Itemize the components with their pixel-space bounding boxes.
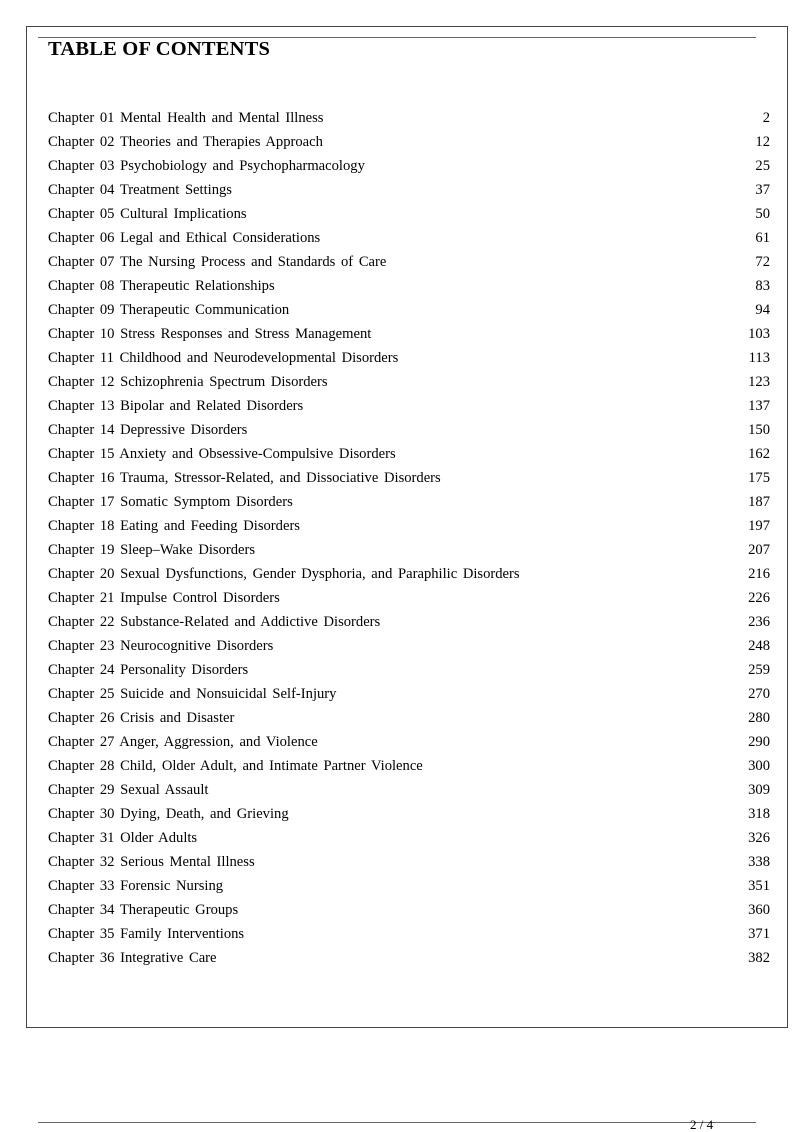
toc-entry bbox=[48, 154, 770, 178]
toc-page-number: 280 bbox=[748, 710, 770, 726]
toc-entry-label bbox=[48, 250, 386, 274]
toc-entry bbox=[48, 730, 770, 754]
toc-chapter-number: Chapter 16 bbox=[48, 470, 115, 486]
toc-entry-label bbox=[48, 418, 247, 442]
toc-entry-label bbox=[48, 106, 323, 130]
toc-entry bbox=[48, 946, 770, 970]
toc-page-number: 162 bbox=[748, 446, 770, 462]
toc-entry bbox=[48, 466, 770, 490]
toc-entry-label bbox=[48, 850, 255, 874]
toc-page-number: 187 bbox=[748, 494, 770, 510]
toc-entry-label bbox=[48, 514, 300, 538]
toc-entry bbox=[48, 226, 770, 250]
toc-page-number: 150 bbox=[748, 422, 770, 438]
toc-chapter-number: Chapter 12 bbox=[48, 374, 115, 390]
toc-entry bbox=[48, 514, 770, 538]
toc-chapter-number: Chapter 09 bbox=[48, 302, 115, 318]
toc-entry-label bbox=[48, 562, 520, 586]
toc-chapter-number: Chapter 01 bbox=[48, 110, 115, 126]
toc-entry bbox=[48, 202, 770, 226]
toc-entry bbox=[48, 370, 770, 394]
toc-entry bbox=[48, 274, 770, 298]
toc-chapter-number: Chapter 03 bbox=[48, 158, 115, 174]
toc-chapter-title: Anger, Aggression, and Violence bbox=[119, 734, 318, 750]
toc-chapter-title: Older Adults bbox=[120, 830, 198, 846]
toc-chapter-number: Chapter 02 bbox=[48, 134, 115, 150]
toc-entry-label bbox=[48, 586, 280, 610]
toc-page-number: 290 bbox=[748, 734, 770, 750]
toc-chapter-title: Family Interventions bbox=[120, 926, 245, 942]
toc-entry-label bbox=[48, 466, 441, 490]
toc-entry bbox=[48, 538, 770, 562]
toc-chapter-number: Chapter 15 bbox=[48, 446, 115, 462]
toc-chapter-title: Therapeutic Communication bbox=[119, 302, 290, 318]
toc-chapter-title: Stress Responses and Stress Management bbox=[120, 326, 372, 342]
toc-page-number: 300 bbox=[748, 758, 770, 774]
toc-entry-label bbox=[48, 442, 396, 466]
toc-page-number: 2 bbox=[762, 110, 770, 126]
toc-chapter-number: Chapter 30 bbox=[48, 806, 115, 822]
toc-chapter-number: Chapter 29 bbox=[48, 782, 115, 798]
toc-page-number: 259 bbox=[748, 662, 770, 678]
toc-page-number: 137 bbox=[748, 398, 770, 414]
toc-page-number: 371 bbox=[748, 926, 770, 942]
toc-chapter-title: Mental Health and Mental Illness bbox=[120, 110, 324, 126]
toc-chapter-number: Chapter 28 bbox=[48, 758, 115, 774]
toc-entry-label bbox=[48, 706, 234, 730]
toc-chapter-number: Chapter 06 bbox=[48, 230, 115, 246]
toc-entry bbox=[48, 106, 770, 130]
toc-entry bbox=[48, 706, 770, 730]
toc-chapter-number: Chapter 22 bbox=[48, 614, 115, 630]
toc-entry bbox=[48, 922, 770, 946]
toc-page-number: 72 bbox=[755, 254, 770, 270]
toc-entry-label bbox=[48, 610, 380, 634]
toc-chapter-title: Sexual Dysfunctions, Gender Dysphoria, and Paraphilic Disorders bbox=[120, 566, 520, 582]
toc-entry-label bbox=[48, 346, 398, 370]
toc-chapter-number: Chapter 36 bbox=[48, 950, 115, 966]
toc-entry-label bbox=[48, 298, 289, 322]
toc-chapter-title: Neurocognitive Disorders bbox=[120, 638, 274, 654]
toc-chapter-title: Child, Older Adult, and Intimate Partner Violence bbox=[120, 758, 423, 774]
toc-entry-label bbox=[48, 490, 293, 514]
toc-chapter-title: Treatment Settings bbox=[119, 182, 232, 198]
toc-entry-label bbox=[48, 130, 323, 154]
toc-entry bbox=[48, 826, 770, 850]
toc-entry bbox=[48, 682, 770, 706]
toc-entry-label bbox=[48, 874, 223, 898]
toc-entry bbox=[48, 634, 770, 658]
toc-page-number: 318 bbox=[748, 806, 770, 822]
toc-entry bbox=[48, 394, 770, 418]
toc-page-number: 351 bbox=[748, 878, 770, 894]
toc-chapter-title: Trauma, Stressor-Related, and Dissociative Disorders bbox=[119, 470, 441, 486]
toc-entry bbox=[48, 346, 770, 370]
toc-chapter-title: Personality Disorders bbox=[120, 662, 249, 678]
toc-entry bbox=[48, 802, 770, 826]
toc-chapter-title: The Nursing Process and Standards of Care bbox=[119, 254, 387, 270]
toc-chapter-title: Dying, Death, and Grieving bbox=[120, 806, 289, 822]
toc-chapter-number: Chapter 20 bbox=[48, 566, 115, 582]
toc-page-number: 37 bbox=[755, 182, 770, 198]
toc-chapter-title: Suicide and Nonsuicidal Self-Injury bbox=[120, 686, 337, 702]
toc-chapter-number: Chapter 08 bbox=[48, 278, 115, 294]
page-title: TABLE OF CONTENTS bbox=[48, 38, 271, 60]
toc-chapter-title: Eating and Feeding Disorders bbox=[120, 518, 300, 534]
toc-chapter-title: Depressive Disorders bbox=[120, 422, 248, 438]
toc-entry bbox=[48, 778, 770, 802]
toc-chapter-title: Serious Mental Illness bbox=[120, 854, 255, 870]
toc-page-number: 61 bbox=[755, 230, 770, 246]
toc-chapter-number: Chapter 27 bbox=[48, 734, 115, 750]
toc-entry bbox=[48, 250, 770, 274]
toc-chapter-number: Chapter 31 bbox=[48, 830, 115, 846]
toc-chapter-title: Sexual Assault bbox=[120, 782, 209, 798]
toc-entry-label bbox=[48, 802, 289, 826]
toc-page-number: 382 bbox=[748, 950, 770, 966]
toc-chapter-number: Chapter 10 bbox=[48, 326, 115, 342]
toc-page-number: 207 bbox=[748, 542, 770, 558]
toc-page-number: 270 bbox=[748, 686, 770, 702]
toc-chapter-title: Bipolar and Related Disorders bbox=[120, 398, 304, 414]
toc-chapter-number: Chapter 11 bbox=[48, 350, 114, 366]
toc-chapter-number: Chapter 35 bbox=[48, 926, 115, 942]
toc-entry bbox=[48, 898, 770, 922]
toc-entry bbox=[48, 442, 770, 466]
toc-chapter-number: Chapter 33 bbox=[48, 878, 115, 894]
toc-chapter-title: Somatic Symptom Disorders bbox=[120, 494, 293, 510]
toc-chapter-number: Chapter 19 bbox=[48, 542, 115, 558]
toc-entry-label bbox=[48, 370, 328, 394]
toc-entry-label bbox=[48, 202, 247, 226]
toc-chapter-title: Legal and Ethical Considerations bbox=[120, 230, 321, 246]
toc-chapter-title: Schizophrenia Spectrum Disorders bbox=[120, 374, 328, 390]
toc-chapter-title: Crisis and Disaster bbox=[120, 710, 235, 726]
toc-entry bbox=[48, 850, 770, 874]
toc-entry-label bbox=[48, 226, 320, 250]
toc-page-number: 175 bbox=[748, 470, 770, 486]
toc-entry bbox=[48, 754, 770, 778]
toc-chapter-title: Anxiety and Obsessive-Compulsive Disorders bbox=[119, 446, 396, 462]
toc-entry bbox=[48, 418, 770, 442]
toc-chapter-title: Integrative Care bbox=[120, 950, 217, 966]
toc-entry-label bbox=[48, 634, 273, 658]
toc-chapter-title: Cultural Implications bbox=[120, 206, 247, 222]
toc-chapter-number: Chapter 32 bbox=[48, 854, 115, 870]
toc-entry bbox=[48, 322, 770, 346]
toc-chapter-title: Psychobiology and Psychopharmacology bbox=[120, 158, 365, 174]
toc-entry bbox=[48, 490, 770, 514]
toc-page-number: 226 bbox=[748, 590, 770, 606]
toc-entry-label bbox=[48, 394, 303, 418]
toc-chapter-number: Chapter 21 bbox=[48, 590, 115, 606]
toc-entry-label bbox=[48, 658, 248, 682]
toc-page-number: 113 bbox=[748, 350, 770, 366]
toc-page-number: 25 bbox=[755, 158, 770, 174]
toc-entry-label bbox=[48, 274, 275, 298]
toc-chapter-title: Childhood and Neurodevelopmental Disorders bbox=[119, 350, 399, 366]
toc-page-number: 94 bbox=[755, 302, 770, 318]
toc-chapter-number: Chapter 04 bbox=[48, 182, 115, 198]
toc-entry-label bbox=[48, 178, 232, 202]
toc-entry-label bbox=[48, 538, 255, 562]
toc-chapter-number: Chapter 18 bbox=[48, 518, 115, 534]
toc-page-number: 360 bbox=[748, 902, 770, 918]
toc-entry bbox=[48, 178, 770, 202]
toc-chapter-number: Chapter 13 bbox=[48, 398, 115, 414]
toc-chapter-title: Theories and Therapies Approach bbox=[119, 134, 323, 150]
toc-entry-label bbox=[48, 898, 238, 922]
toc-entry-label bbox=[48, 946, 217, 970]
toc-chapter-number: Chapter 23 bbox=[48, 638, 115, 654]
toc-page-number: 248 bbox=[748, 638, 770, 654]
toc-page-number: 216 bbox=[748, 566, 770, 582]
toc-page-number: 197 bbox=[748, 518, 770, 534]
toc-entry-label bbox=[48, 754, 423, 778]
toc-chapter-number: Chapter 14 bbox=[48, 422, 115, 438]
toc-entry-label bbox=[48, 730, 318, 754]
toc-page-number: 309 bbox=[748, 782, 770, 798]
toc-entry bbox=[48, 298, 770, 322]
toc-list bbox=[48, 106, 770, 970]
toc-chapter-title: Forensic Nursing bbox=[120, 878, 224, 894]
page-number: 2 / 4 bbox=[690, 1117, 714, 1132]
toc-chapter-number: Chapter 34 bbox=[48, 902, 115, 918]
toc-entry-label bbox=[48, 778, 208, 802]
toc-chapter-title: Therapeutic Groups bbox=[119, 902, 239, 918]
toc-page-number: 83 bbox=[755, 278, 770, 294]
toc-page-number: 338 bbox=[748, 854, 770, 870]
toc-page-number: 326 bbox=[748, 830, 770, 846]
footer-rule bbox=[38, 1122, 756, 1123]
toc-page-number: 103 bbox=[748, 326, 770, 342]
toc-chapter-number: Chapter 17 bbox=[48, 494, 115, 510]
toc-entry bbox=[48, 586, 770, 610]
toc-page-number: 123 bbox=[748, 374, 770, 390]
toc-chapter-number: Chapter 07 bbox=[48, 254, 115, 270]
toc-entry bbox=[48, 130, 770, 154]
toc-entry-label bbox=[48, 322, 371, 346]
toc-chapter-number: Chapter 05 bbox=[48, 206, 115, 222]
toc-chapter-number: Chapter 24 bbox=[48, 662, 115, 678]
toc-entry-label bbox=[48, 922, 244, 946]
toc-entry bbox=[48, 874, 770, 898]
toc-chapter-title: Sleep–Wake Disorders bbox=[120, 542, 256, 558]
toc-chapter-number: Chapter 25 bbox=[48, 686, 115, 702]
toc-chapter-title: Substance-Related and Addictive Disorders bbox=[120, 614, 381, 630]
toc-page-number: 12 bbox=[755, 134, 770, 150]
toc-chapter-title: Impulse Control Disorders bbox=[120, 590, 280, 606]
toc-chapter-title: Therapeutic Relationships bbox=[119, 278, 275, 294]
toc-entry-label bbox=[48, 826, 197, 850]
toc-entry bbox=[48, 610, 770, 634]
toc-entry-label bbox=[48, 682, 336, 706]
toc-entry-label bbox=[48, 154, 365, 178]
toc-entry bbox=[48, 562, 770, 586]
toc-page-number: 236 bbox=[748, 614, 770, 630]
toc-entry bbox=[48, 658, 770, 682]
toc-chapter-number: Chapter 26 bbox=[48, 710, 115, 726]
toc-page-number: 50 bbox=[755, 206, 770, 222]
